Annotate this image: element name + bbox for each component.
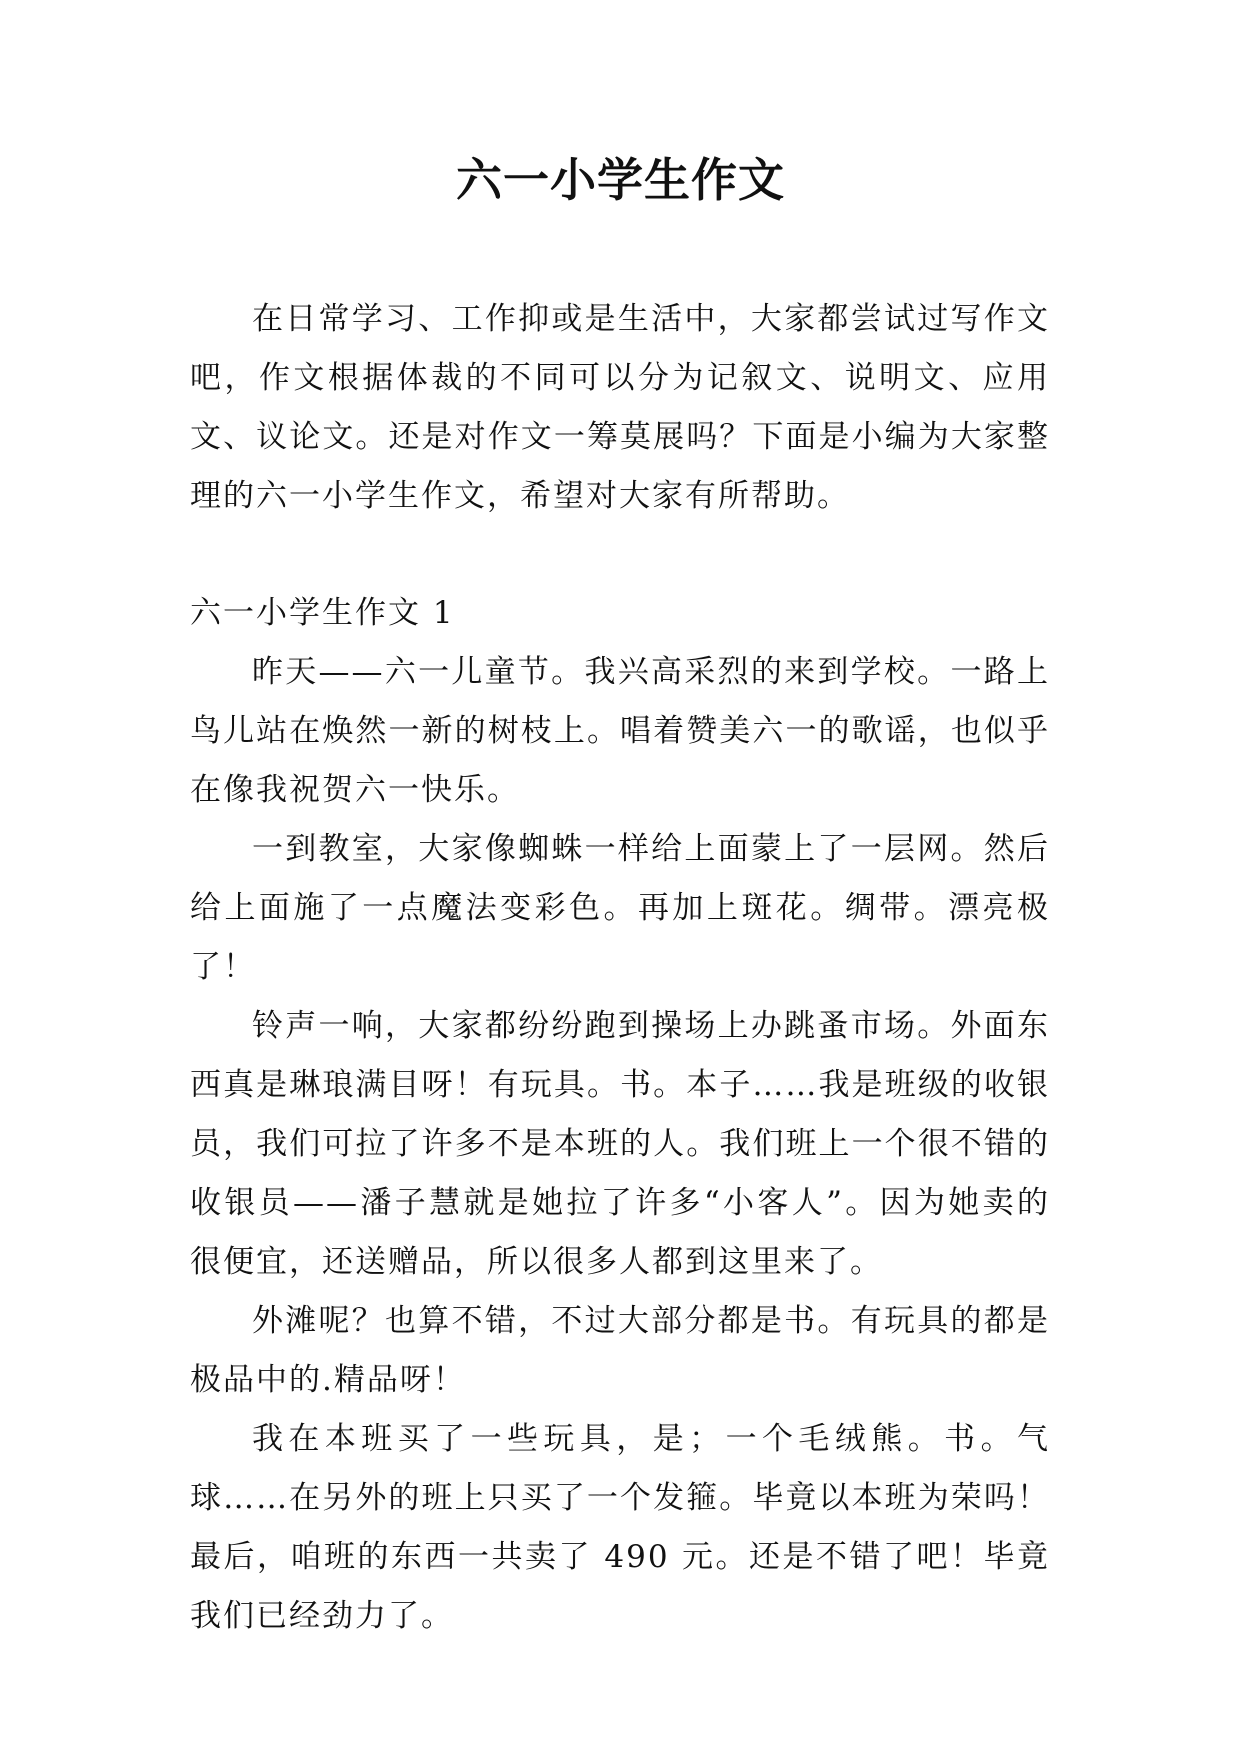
body-paragraph: 铃声一响，大家都纷纷跑到操场上办跳蚤市场。外面东西真是琳琅满目呀！有玩具。书。本子……我是班级的收银员，我们可拉了许多不是本班的人。我们班上一个很不错的收银员——潘子慧就是她拉了许多“小客人”。因为她卖的很便宜，还送赠品，所以很多人都到这里来了。 [190,1008,1050,1280]
document-body [190,290,1050,1646]
document-title: 六一小学生作文 [456,153,785,207]
intro-paragraph: 在日常学习、工作抑或是生活中，大家都尝试过写作文吧，作文根据体裁的不同可以分为记叙文、说明文、应用文、议论文。还是对作文一筹莫展吗？下面是小编为大家整理的六一小学生作文，希望对大家有所帮助。 [190,301,1050,514]
section-heading: 六一小学生作文 1 [190,595,455,631]
body-paragraph: 昨天——六一儿童节。我兴高采烈的来到学校。一路上鸟儿站在焕然一新的树枝上。唱着赞美六一的歌谣，也似乎在像我祝贺六一快乐。 [190,654,1050,808]
body-paragraph: 我在本班买了一些玩具，是；一个毛绒熊。书。气球……在另外的班上只买了一个发箍。毕竟以本班为荣吗！最后，咱班的东西一共卖了 490 元。还是不错了吧！毕竟我们已经劲力了。 [190,1421,1050,1634]
body-paragraph: 外滩呢？也算不错，不过大部分都是书。有玩具的都是极品中的.精品呀！ [190,1303,1050,1398]
body-paragraph: 一到教室，大家像蜘蛛一样给上面蒙上了一层网。然后给上面施了一点魔法变彩色。再加上斑花。绸带。漂亮极了！ [190,831,1050,985]
